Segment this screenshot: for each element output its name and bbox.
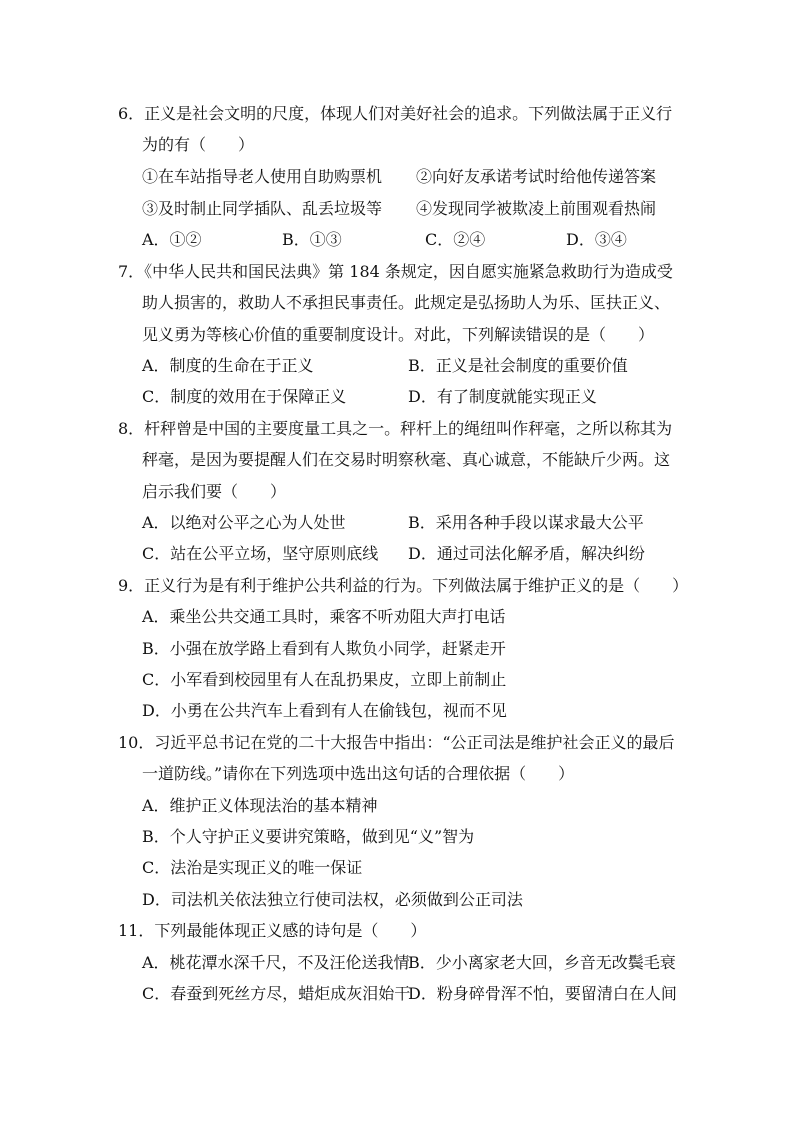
question-10-option-c: C．法治是实现正义的唯一保证 <box>142 858 363 877</box>
question-10-option-a: A．维护正义体现法治的基本精神 <box>142 796 378 815</box>
question-11-option-a: A．桃花潭水深千尺，不及汪伦送我情 <box>142 953 410 972</box>
question-8-stem-line-3: 启示我们要（ ） <box>142 482 287 501</box>
question-7-stem-line-1: 7．《中华人民共和国民法典》第 184 条规定，因自愿实施紧急救助行为造成受 <box>118 262 673 281</box>
question-8-stem-line-2: 秤毫，是因为要提醒人们在交易时明察秋毫、真心诚意，不能缺斤少两。这 <box>142 450 671 469</box>
question-11-option-c: C．春蚕到死丝方尽，蜡炬成灰泪始干 <box>142 984 411 1003</box>
question-8-stem-line-1: 8．杆秤曾是中国的主要度量工具之一。秤杆上的绳纽叫作秤毫，之所以称其为 <box>118 419 673 438</box>
question-8-option-a: A．以绝对公平之心为人处世 <box>142 513 346 532</box>
question-6-option-b: B．①③ <box>282 230 342 249</box>
question-11-option-b: B．少小离家老大回，乡音无改鬓毛衰 <box>408 953 676 972</box>
question-9-option-a: A．乘坐公共交通工具时，乘客不听劝阻大声打电话 <box>142 607 506 626</box>
question-6-option-d: D．③④ <box>566 230 627 249</box>
question-7-option-d: D．有了制度就能实现正义 <box>408 387 597 406</box>
question-6-stem-line-2: 为的有（ ） <box>142 135 255 154</box>
question-6-item-2: ②向好友承诺考试时给他传递答案 <box>416 167 657 186</box>
question-6-item-1: ①在车站指导老人使用自助购票机 <box>142 167 383 186</box>
question-11-stem-line-1: 11．下列最能体现正义感的诗句是（ ） <box>118 921 427 940</box>
question-8-option-d: D．通过司法化解矛盾，解决纠纷 <box>408 544 645 563</box>
question-8-option-c: C．站在公平立场，坚守原则底线 <box>142 544 379 563</box>
question-7-stem-line-2: 助人损害的，救助人不承担民事责任。此规定是弘扬助人为乐、匡扶正义、 <box>142 293 671 312</box>
question-10-stem-line-1: 10．习近平总书记在党的二十大报告中指出：“公正司法是维护社会正义的最后 <box>118 733 675 752</box>
question-7-option-c: C．制度的效用在于保障正义 <box>142 387 347 406</box>
question-6-item-4: ④发现同学被欺凌上前围观看热闹 <box>416 199 657 218</box>
question-11-option-d: D．粉身碎骨浑不怕，要留清白在人间 <box>408 984 677 1003</box>
question-9-option-c: C．小军看到校园里有人在乱扔果皮，立即上前制止 <box>142 670 507 689</box>
question-9-stem-line-1: 9．正义行为是有利于维护公共利益的行为。下列做法属于维护正义的是（ ） <box>118 576 689 595</box>
question-6-item-3: ③及时制止同学插队、乱丢垃圾等 <box>142 199 383 218</box>
question-6-option-a: A．①② <box>142 230 202 249</box>
question-6-option-c: C．②④ <box>425 230 486 249</box>
question-7-option-b: B．正义是社会制度的重要价值 <box>408 356 628 375</box>
question-9-option-d: D．小勇在公共汽车上看到有人在偷钱包，视而不见 <box>142 701 507 720</box>
question-10-option-b: B．个人守护正义要讲究策略，做到见“义”智为 <box>142 827 475 846</box>
question-8-option-b: B．采用各种手段以谋求最大公平 <box>408 513 644 532</box>
question-10-option-d: D．司法机关依法独立行使司法权，必须做到公正司法 <box>142 890 523 909</box>
question-9-option-b: B．小强在放学路上看到有人欺负小同学，赶紧走开 <box>142 639 506 658</box>
question-10-stem-line-2: 一道防线。”请你在下列选项中选出这句话的合理依据（ ） <box>142 764 575 783</box>
question-6-stem-line-1: 6．正义是社会文明的尺度，体现人们对美好社会的追求。下列做法属于正义行 <box>118 104 673 123</box>
question-7-option-a: A．制度的生命在于正义 <box>142 356 314 375</box>
question-7-stem-line-3: 见义勇为等核心价值的重要制度设计。对此，下列解读错误的是（ ） <box>142 325 655 344</box>
